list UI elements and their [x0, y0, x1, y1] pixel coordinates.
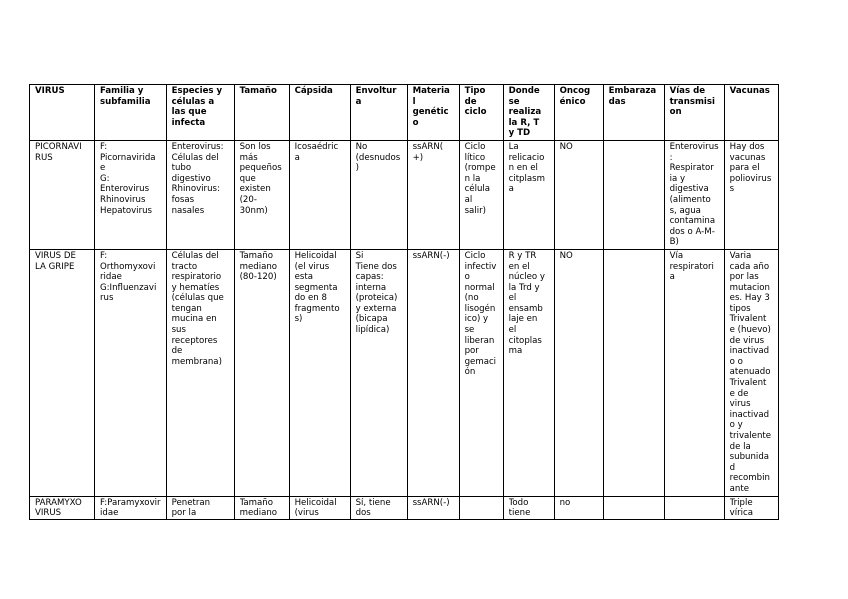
table-cell — [30, 496, 95, 519]
header-cell: Envoltur a — [350, 85, 407, 141]
cell-text: Sí, tiene dos — [355, 497, 391, 518]
header-cell: Embaraza das — [603, 85, 664, 141]
table-cell — [289, 496, 350, 519]
header-cell: Oncog énico — [554, 85, 603, 141]
table-row — [30, 249, 779, 496]
cell-text: F:Paramyxovir idae — [100, 497, 161, 518]
table-cell: Si Tiene dos capas: interna (proteica) y externa (bicapa lipídica) — [350, 249, 407, 496]
table-cell: VIRUS DE LA GRIPE — [30, 249, 95, 496]
table-header-row — [30, 85, 779, 141]
table-cell: F: Picornavirida e G: Enterovirus Rhinovirus Hepatovirus — [95, 140, 167, 249]
table-cell — [554, 496, 603, 519]
table-cell: NO — [554, 249, 603, 496]
table-cell: Varia cada año por las mutacion es. Hay 3 tipos Trivalent e (huevo) de virus inactivad o o atenuado Trivalent e de virus inactivad o y trivalente de la subunida d recombin ante — [724, 249, 778, 496]
table-cell: Enterovirus: Células del tubo digestivo Rhinovirus: fosas nasales — [166, 140, 234, 249]
table-cell: Vía respiratori a — [664, 249, 724, 496]
table-cell: Ciclo infectiv o normal (no lisogén ico) y se liberan por gemaci ón — [459, 249, 503, 496]
table-cell: Ciclo lítico (rompe n la célula al salir) — [459, 140, 503, 249]
table-cell — [407, 496, 459, 519]
cell-text: ssARN(-) — [412, 497, 450, 508]
cell-text: Helicoidal (virus — [294, 497, 337, 518]
table-cell — [503, 496, 554, 519]
table-cell — [724, 496, 778, 519]
header-cell: Especies y células a las que infecta — [166, 85, 234, 141]
table-cell: La relicacio n en el citplasm a — [503, 140, 554, 249]
table-cell: Icosaédric a — [289, 140, 350, 249]
header-cell: Vías de transmisi on — [664, 85, 724, 141]
table-cell: Células del tracto respiratorio y hematíes (células que tengan mucina en sus receptores de membrana) — [166, 249, 234, 496]
table-cell: No (desnudos ) — [350, 140, 407, 249]
table-cell — [603, 249, 664, 496]
table-cell — [603, 496, 664, 519]
table-row — [30, 496, 779, 519]
header-cell: Tipo de ciclo — [459, 85, 503, 141]
table-cell: Helicoidal (el virus esta segmenta do en 8 fragmento s) — [289, 249, 350, 496]
table-cell — [664, 496, 724, 519]
cell-text: Triple vírica — [729, 497, 754, 518]
cell-text: no — [559, 497, 571, 508]
cell-text: PARAMYXO VIRUS — [35, 497, 82, 518]
table-cell: Tamaño mediano (80-120) — [234, 249, 289, 496]
table-cell — [166, 496, 234, 519]
table-cell: Hay dos vacunas para el poliovirus s — [724, 140, 778, 249]
virus-comparison-table — [29, 84, 779, 520]
header-cell: Vacunas — [724, 85, 778, 141]
cell-text: Todo tiene — [508, 497, 531, 518]
header-cell: Cápsida — [289, 85, 350, 141]
table-cell: PICORNAVI RUS — [30, 140, 95, 249]
cell-text: Penetran por la — [171, 497, 211, 518]
table-cell — [603, 140, 664, 249]
table-cell: R y TR en el núcleo y la Trd y el ensamb laje en el citoplas ma — [503, 249, 554, 496]
table-cell: ssARN( +) — [407, 140, 459, 249]
table-cell — [95, 496, 167, 519]
header-cell: VIRUS — [30, 85, 95, 141]
table-cell — [350, 496, 407, 519]
table-cell — [459, 496, 503, 519]
header-cell: Familia y subfamilia — [95, 85, 167, 141]
table-cell: Enterovirus : Respirator ia y digestiva (alimento s, agua contamina dos o A-M- B) — [664, 140, 724, 249]
header-cell: Materia l genétic o — [407, 85, 459, 141]
table-cell: ssARN(-) — [407, 249, 459, 496]
table-cell — [234, 496, 289, 519]
header-cell: Tamaño — [234, 85, 289, 141]
table-cell: Son los más pequeños que existen (20- 30nm) — [234, 140, 289, 249]
cell-text: Tamaño mediano — [239, 497, 278, 518]
table-row — [30, 140, 779, 249]
table-cell: NO — [554, 140, 603, 249]
header-cell: Donde se realiza la R, T y TD — [503, 85, 554, 141]
table-cell: F: Orthomyxovi ridae G:Influenzavi rus — [95, 249, 167, 496]
